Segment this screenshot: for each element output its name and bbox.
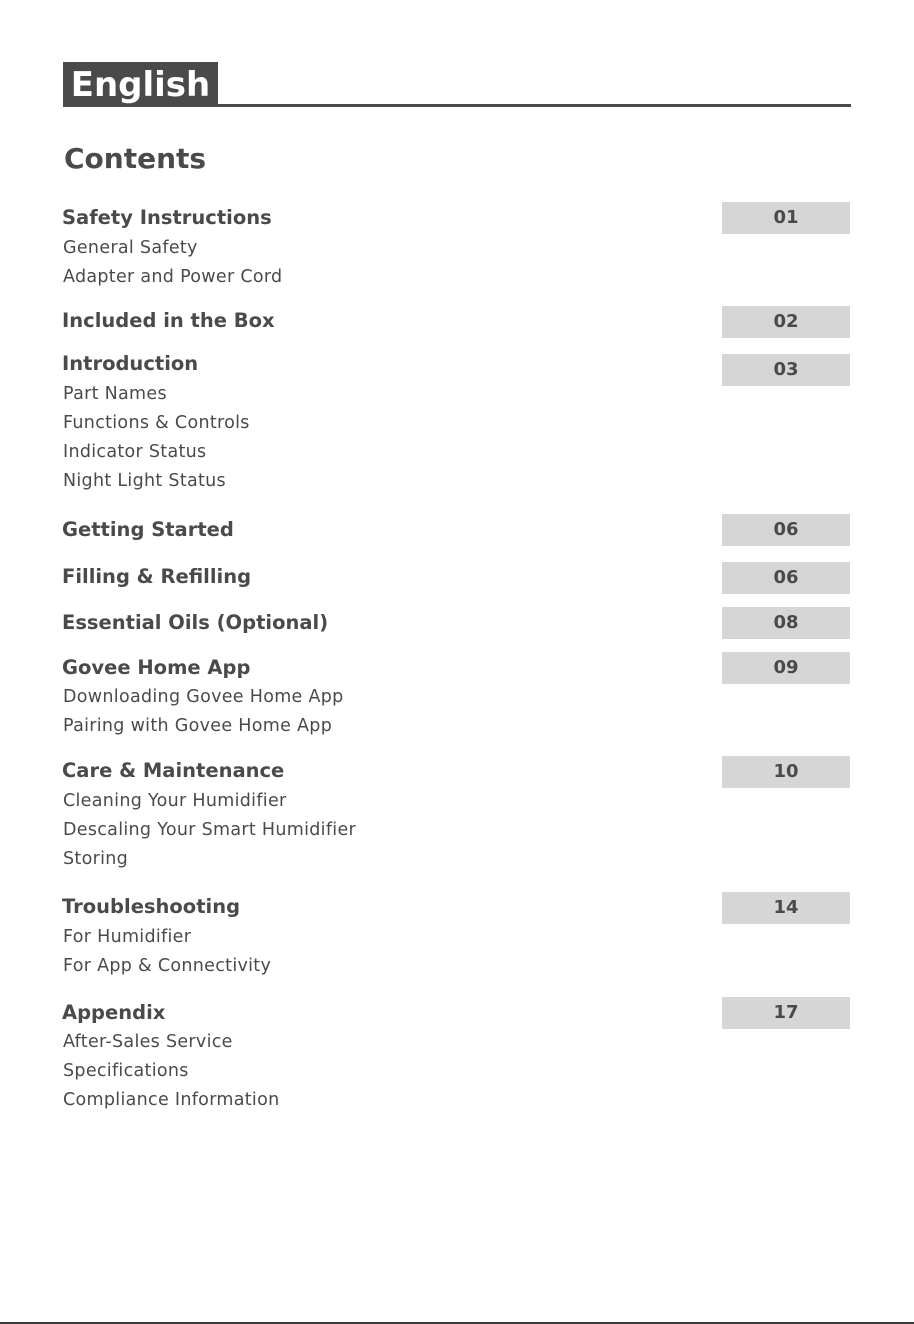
toc-item-cleaning-humidifier[interactable]: Cleaning Your Humidifier [63,791,287,811]
toc-item-after-sales-service[interactable]: After-Sales Service [63,1032,233,1052]
toc-heading-appendix[interactable]: Appendix [62,1001,166,1024]
toc-item-specifications[interactable]: Specifications [63,1061,189,1081]
toc-page-filling-refilling[interactable]: 06 [722,562,850,594]
toc-page-introduction[interactable]: 03 [722,354,850,386]
toc-item-general-safety[interactable]: General Safety [63,238,198,258]
toc-heading-troubleshooting[interactable]: Troubleshooting [62,895,241,918]
toc-item-functions-controls[interactable]: Functions & Controls [63,413,250,433]
toc-heading-care-maintenance[interactable]: Care & Maintenance [62,759,285,782]
toc-item-descaling-humidifier[interactable]: Descaling Your Smart Humidifier [63,820,357,840]
toc-item-part-names[interactable]: Part Names [63,384,167,404]
toc-item-adapter-power-cord[interactable]: Adapter and Power Cord [63,267,283,287]
toc-heading-introduction[interactable]: Introduction [62,352,199,375]
toc-page-essential-oils[interactable]: 08 [722,607,850,639]
language-rule [218,104,851,107]
toc-page-safety-instructions[interactable]: 01 [722,202,850,234]
toc-item-for-humidifier[interactable]: For Humidifier [63,927,192,947]
toc-heading-filling-refilling[interactable]: Filling & Refilling [62,565,252,588]
toc-page-govee-home-app[interactable]: 09 [722,652,850,684]
toc-heading-getting-started[interactable]: Getting Started [62,518,234,541]
contents-title: Contents [64,142,207,175]
toc-item-pairing-app[interactable]: Pairing with Govee Home App [63,716,333,736]
toc-item-night-light-status[interactable]: Night Light Status [63,471,226,491]
toc-item-for-app-connectivity[interactable]: For App & Connectivity [63,956,272,976]
toc-page-appendix[interactable]: 17 [722,997,850,1029]
toc-item-indicator-status[interactable]: Indicator Status [63,442,207,462]
toc-page-getting-started[interactable]: 06 [722,514,850,546]
toc-page-included-in-box[interactable]: 02 [722,306,850,338]
toc-heading-included-in-box[interactable]: Included in the Box [62,309,275,332]
toc-item-compliance-information[interactable]: Compliance Information [63,1090,280,1110]
toc-page-care-maintenance[interactable]: 10 [722,756,850,788]
toc-heading-essential-oils[interactable]: Essential Oils (Optional) [62,611,329,634]
language-badge: English [63,62,218,107]
toc-heading-safety-instructions[interactable]: Safety Instructions [62,206,272,229]
toc-page-troubleshooting[interactable]: 14 [722,892,850,924]
toc-heading-govee-home-app[interactable]: Govee Home App [62,656,251,679]
toc-item-storing[interactable]: Storing [63,849,129,869]
toc-item-downloading-app[interactable]: Downloading Govee Home App [63,687,344,707]
